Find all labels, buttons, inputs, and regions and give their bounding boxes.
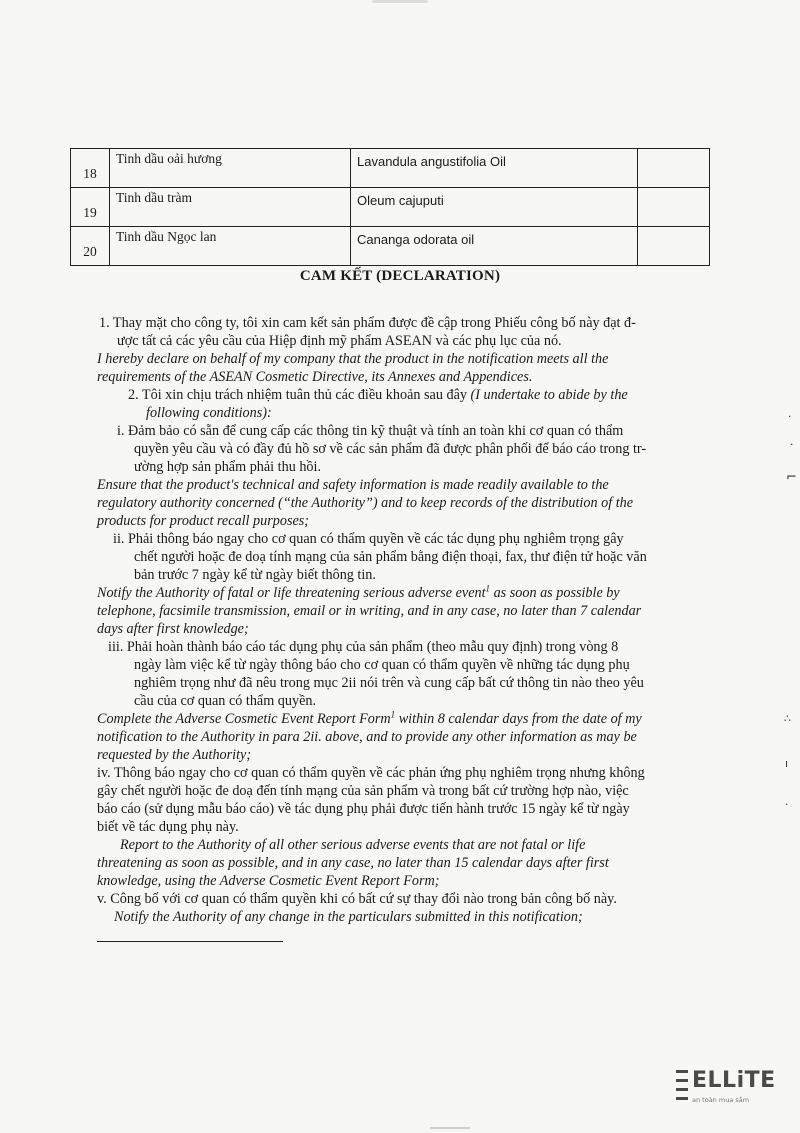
condition-i-vn: quyền yêu cầu và có đầy đủ hồ sơ về các sản phẩm đã được phân phối để báo cáo trong tr-: [134, 441, 647, 457]
condition-ii-en-text: as soon as possible by: [490, 585, 620, 601]
scan-speck: ·: [788, 410, 792, 423]
declaration-p2-vn: 2. Tôi xin chịu trách nhiệm tuân thủ các điều khoản sau đây: [128, 387, 467, 403]
condition-ii-en: [97, 584, 620, 602]
condition-ii-vn: bản trước 7 ngày kể từ ngày biết thông tin.: [134, 567, 376, 583]
footnote-divider: [97, 941, 283, 942]
logo-wordmark: ELLiTE: [692, 1068, 776, 1093]
logo-mark-icon: [676, 1070, 690, 1104]
condition-iii-en: [97, 710, 642, 728]
condition-i-vn: i. Đảm bảo có sẵn để cung cấp các thông tin kỹ thuật và tính an toàn khi cơ quan có thẩm: [117, 423, 624, 439]
condition-ii-en: days after first knowledge;: [97, 621, 249, 637]
ingredient-vietnamese-name: Tinh dầu Ngọc lan: [110, 227, 351, 266]
condition-ii-en: telephone, facsimile transmission, email or in writing, and in any case, no later than 7 calendar: [97, 603, 642, 619]
condition-i-en: Ensure that the product's technical and safety information is made readily available to the: [97, 477, 609, 493]
condition-iii-vn: cầu của cơ quan có thẩm quyền.: [134, 693, 317, 709]
ingredient-extra-cell: [638, 149, 710, 188]
condition-iv-en: Report to the Authority of all other serious adverse events that are not fatal or life: [120, 837, 586, 853]
scan-speck: ·: [785, 798, 789, 811]
condition-i-en: products for product recall purposes;: [97, 513, 310, 529]
scan-speck: ·: [790, 438, 794, 451]
condition-iv-en: knowledge, using the Adverse Cosmetic Event Report Form;: [97, 873, 440, 889]
table-row: [71, 149, 710, 188]
ingredient-inci-name: Lavandula angustifolia Oil: [351, 149, 638, 188]
condition-iv-vn: gây chết người hoặc đe doạ đến tính mạng của sản phẩm và trong bất cứ trường hợp nào, việc: [97, 783, 629, 799]
footnote-marker: 1: [390, 709, 396, 720]
condition-v-en: Notify the Authority of any change in the particulars submitted in this notification;: [114, 909, 583, 925]
declaration-p2: [128, 386, 628, 404]
ingredient-vietnamese-name: Tinh dầu tràm: [110, 188, 351, 227]
declaration-p1-en: I hereby declare on behalf of my company that the product in the notification meets all the: [97, 351, 609, 367]
ingredient-vietnamese-name: Tinh dầu oải hương: [110, 149, 351, 188]
scan-speck: ⌐: [786, 470, 797, 485]
condition-iv-vn: iv. Thông báo ngay cho cơ quan có thẩm quyền về các phản ứng phụ nghiêm trọng nhưng không: [97, 765, 645, 781]
ingredient-extra-cell: [638, 227, 710, 266]
declaration-p1-vn: 1. Thay mặt cho công ty, tôi xin cam kết sản phẩm được đề cập trong Phiếu công bố này đạt đ-: [99, 315, 636, 331]
row-number: 20: [71, 227, 110, 266]
condition-iii-vn: nghiêm trọng như đã nêu trong mục 2ii nói trên và cung cấp bất cứ thông tin nào theo yêu: [134, 675, 644, 691]
ingredient-inci-name: Cananga odorata oil: [351, 227, 638, 266]
scan-speck: ı: [785, 757, 789, 770]
condition-iii-en: notification to the Authority in para 2ii. above, and to provide any other information as may be: [97, 729, 637, 745]
table-row: [71, 227, 710, 266]
declaration-p1-en: requirements of the ASEAN Cosmetic Directive, its Annexes and Appendices.: [97, 369, 533, 385]
declaration-p2-en: (I undertake to abide by the: [470, 387, 628, 403]
scan-mark-top: [372, 0, 428, 3]
condition-ii-vn: ii. Phải thông báo ngay cho cơ quan có thẩm quyền về các tác dụng phụ nghiêm trọng gây: [113, 531, 624, 547]
condition-iii-en-text: within 8 calendar days from the date of my: [395, 711, 642, 727]
row-number: 19: [71, 188, 110, 227]
table-row: [71, 188, 710, 227]
condition-iii-vn: iii. Phải hoàn thành báo cáo tác dụng phụ của sản phẩm (theo mẫu quy định) trong vòng 8: [108, 639, 619, 655]
declaration-p2-en: following conditions):: [146, 405, 272, 421]
elite-logo: [676, 1066, 776, 1110]
declaration-p1-vn: ược tất cả các yêu cầu của Hiệp định mỹ phẩm ASEAN và các phụ lục của nó.: [117, 333, 562, 349]
row-number: 18: [71, 149, 110, 188]
condition-i-en: regulatory authority concerned (“the Authority”) and to keep records of the distribution of the: [97, 495, 634, 511]
ingredient-inci-name: Oleum cajuputi: [351, 188, 638, 227]
condition-iii-en: requested by the Authority;: [97, 747, 252, 763]
ingredient-extra-cell: [638, 188, 710, 227]
ingredient-table: [70, 148, 710, 266]
footnote-marker: 1: [485, 583, 491, 594]
condition-v-vn: v. Công bố với cơ quan có thẩm quyền khi có bất cứ sự thay đổi nào trong bản công bố này.: [97, 891, 617, 907]
condition-ii-en-text: Notify the Authority of fatal or life threatening serious adverse event: [97, 585, 486, 601]
logo-tagline: an toàn mua sắm: [692, 1096, 750, 1104]
condition-iv-vn: biết về tác dụng phụ này.: [97, 819, 239, 835]
scan-mark-bottom: [430, 1127, 470, 1129]
condition-iv-en: threatening as soon as possible, and in any case, no later than 15 calendar days after first: [97, 855, 609, 871]
condition-ii-vn: chết người hoặc đe doạ tính mạng của sản phẩm bằng điện thoại, fax, thư điện tử hoặc văn: [134, 549, 647, 565]
scan-speck: ∴: [784, 712, 791, 725]
declaration-title: CAM KẾT (DECLARATION): [299, 268, 501, 284]
condition-iv-vn: báo cáo (sử dụng mẫu báo cáo) về tác dụng phụ phải được tiến hành trước 15 ngày kể từ ngày: [97, 801, 630, 817]
condition-i-vn: ường hợp sản phẩm phải thu hồi.: [134, 459, 322, 475]
condition-iii-en-text: Complete the Adverse Cosmetic Event Report Form: [97, 711, 391, 727]
condition-iii-vn: ngày làm việc kể từ ngày thông báo cho cơ quan có thẩm quyền về những tác dụng phụ: [134, 657, 630, 673]
